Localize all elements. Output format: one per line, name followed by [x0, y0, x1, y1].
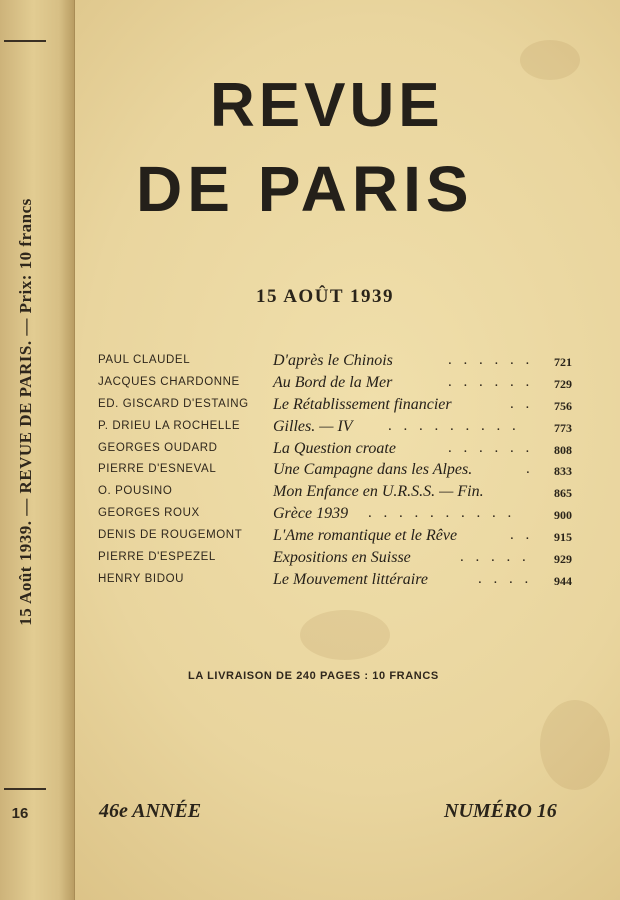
toc-dots: . . . . . . . . . .: [368, 505, 516, 522]
spine-text: 15 Août 1939. — REVUE DE PARIS. — Prix: 10 francs: [16, 198, 35, 626]
toc-work: L'Ame romantique et le Rêve: [273, 527, 458, 545]
toc-dots: . .: [510, 395, 534, 412]
toc-page: 929: [554, 552, 572, 567]
toc-dots: . . . . . .: [448, 352, 534, 368]
toc-work: Au Bord de la Mer: [273, 373, 393, 391]
toc-author: HENRY BIDOU: [98, 572, 185, 585]
toc-author: ED. GISCARD D'ESTAING: [98, 397, 249, 410]
toc-dots: . . . . .: [460, 549, 530, 566]
publication-year: 46e ANNÉE: [99, 800, 202, 822]
toc-row: [98, 549, 578, 571]
toc-row: [98, 505, 578, 527]
toc-author: GEORGES OUDARD: [98, 441, 218, 454]
toc-row: [98, 440, 578, 462]
toc-author: JACQUES CHARDONNE: [98, 375, 240, 388]
toc-page: 721: [554, 355, 572, 369]
toc-row: [98, 527, 578, 549]
toc-dots: . . . . . .: [448, 373, 534, 390]
toc-work: Une Campagne dans les Alpes.: [273, 461, 473, 479]
toc-work: Le Rétablissement financier: [273, 395, 452, 413]
table-of-contents: [98, 352, 578, 593]
toc-row: [98, 418, 578, 440]
toc-row: [98, 571, 578, 593]
issue-date: 15 AOÛT 1939: [256, 286, 395, 307]
toc-author: PIERRE D'ESNEVAL: [98, 463, 217, 476]
toc-page: 900: [554, 508, 572, 523]
toc-work: Expositions en Suisse: [273, 549, 411, 567]
toc-author: GEORGES ROUX: [98, 507, 200, 520]
delivery-notice: LA LIVRAISON DE 240 PAGES : 10 FRANCS: [188, 670, 439, 682]
toc-dots: . . . .: [478, 570, 533, 587]
toc-row: [98, 483, 578, 505]
toc-row: [98, 396, 578, 418]
toc-work: D'après le Chinois: [273, 352, 393, 369]
toc-page: 808: [554, 442, 572, 457]
paper-stain: [300, 610, 390, 660]
title-line-2: DE PARIS: [136, 153, 474, 225]
toc-page: 756: [554, 398, 572, 413]
spine: [0, 0, 75, 900]
paper-stain: [520, 40, 580, 80]
paper-stain: [540, 700, 610, 790]
toc-author: P. DRIEU LA ROCHELLE: [98, 419, 241, 432]
toc-author: PIERRE D'ESPEZEL: [98, 551, 216, 564]
toc-work: Le Mouvement littéraire: [273, 570, 428, 588]
issue-number: NUMÉRO 16: [444, 800, 557, 822]
toc-row: [98, 352, 578, 374]
toc-dots: . .: [510, 527, 534, 544]
spine-number: 16: [11, 805, 29, 822]
toc-work: Mon Enfance en U.R.S.S. — Fin.: [273, 483, 484, 501]
toc-page: 865: [554, 486, 572, 501]
toc-dots: . . . . . .: [448, 439, 534, 456]
spine-rule: [4, 40, 46, 42]
toc-row: [98, 461, 578, 483]
toc-dots: . . . . . . . . .: [388, 417, 520, 434]
toc-page: 915: [554, 530, 572, 545]
toc-work: Grèce 1939: [273, 505, 349, 523]
title-line-1: REVUE: [210, 71, 444, 140]
toc-page: 833: [554, 464, 572, 479]
toc-page: 773: [554, 420, 572, 435]
toc-work: Gilles. — IV: [273, 417, 353, 435]
toc-row: [98, 374, 578, 396]
toc-author: O. POUSINO: [98, 485, 173, 498]
toc-author: DENIS DE ROUGEMONT: [98, 529, 243, 542]
toc-page: 944: [554, 573, 572, 588]
toc-dots: .: [526, 461, 534, 478]
spine-rule: [4, 788, 46, 790]
toc-work: La Question croate: [273, 439, 396, 457]
toc-author: PAUL CLAUDEL: [98, 354, 191, 366]
toc-page: 729: [554, 376, 572, 391]
